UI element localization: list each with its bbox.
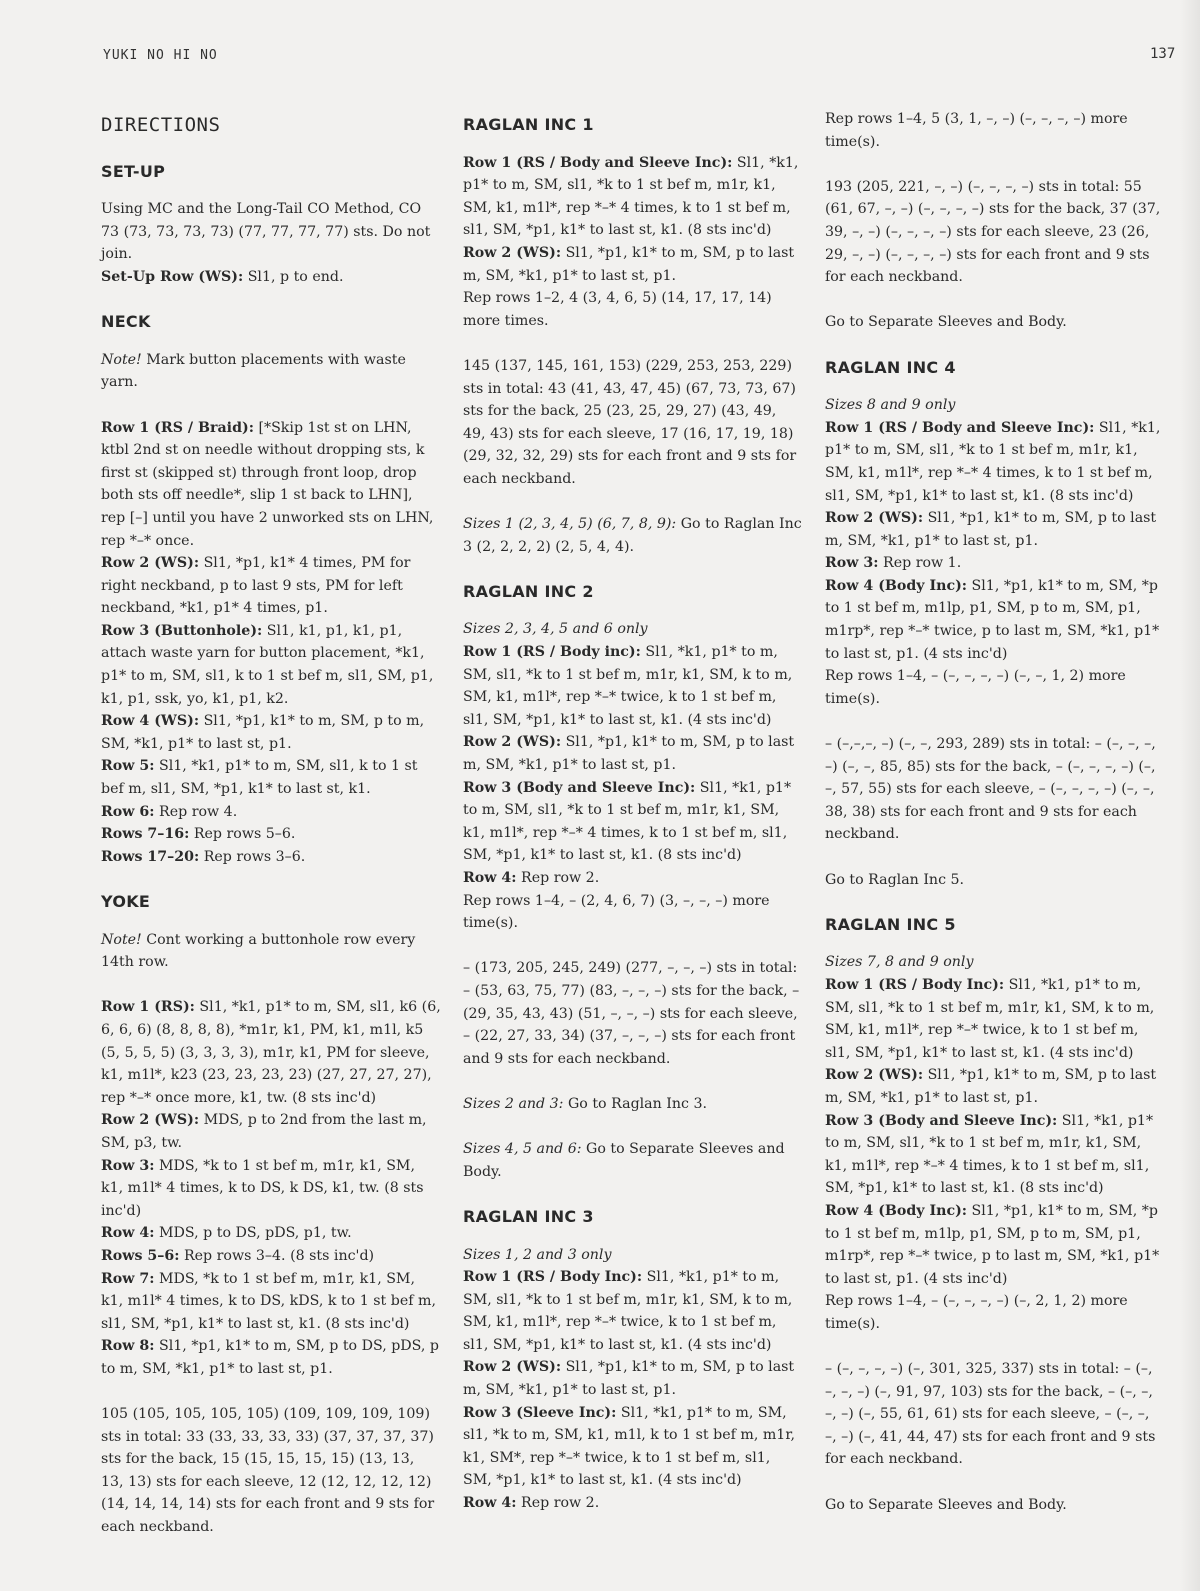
inc4-repeat: Rep rows 1–4, – (–, –, –, –) (–, –, 1, 2) more time(s). (825, 668, 1126, 707)
neck-note (101, 349, 441, 394)
yoke-stitch-summary: 105 (105, 105, 105, 105) (109, 109, 109, 109) sts in total: 33 (33, 33, 33, 33) (37, 37, 37, 37) sts for the back, 15 (15, 15, 15, 15) (13, 13, 13, 13) sts for each sleeve, 12 (12, 12, 12, 12) (14, 14, 14, 14) sts for each front and 9 sts for each neckband. (101, 1406, 435, 1536)
row-text: Sl1, *p1, k1* to m, SM, p to DS, pDS, p to m, SM, *k1, p1* to last st, p1. (101, 1338, 439, 1377)
inc4-row-2 (825, 507, 1165, 552)
yoke-row-2 (101, 1109, 441, 1154)
inc2-sizes: Sizes 2, 3, 4, 5 and 6 only (463, 621, 648, 638)
page-number: 137 (1150, 46, 1176, 62)
row-label: Row 4: (101, 1225, 155, 1242)
section-heading-yoke: YOKE (101, 892, 151, 911)
inc5-sizes: Sizes 7, 8 and 9 only (825, 954, 974, 971)
note-text: Cont working a buttonhole row every 14th row. (101, 931, 416, 971)
yoke-row-8 (101, 1335, 441, 1380)
setup-paragraph: Using MC and the Long-Tail CO Method, CO 73 (73, 73, 73, 73) (77, 77, 77, 77) sts. Do not join. (101, 201, 431, 263)
row-label: Row 2 (WS): (825, 510, 924, 527)
yoke-row-7 (101, 1268, 441, 1336)
row-text: Rep row 1. (878, 555, 962, 572)
row-label: Rows 17–20: (101, 848, 200, 865)
inc3-stitch-summary: 193 (205, 221, –, –) (–, –, –, –) sts in total: 55 (61, 67, –, –) (–, –, –, –) sts for the back, 37 (37, 39, –, –) (–, –, –, –) sts for each sleeve, 23 (26, 29, –, –) (–, –, –, –) sts for each front and 9 sts for each neckband. (825, 178, 1161, 286)
inc2-goto-1 (463, 1093, 803, 1116)
row-text: Sl1, *p1, k1* to m, SM, p to last m, SM, *k1, p1* to last st, p1. (463, 1359, 795, 1399)
row-label: Row 6: (101, 803, 155, 820)
row-text: Sl1, *k1, p1* to m, SM, sl1, k6 (6, 6, 6, 6) (8, 8, 8, 8), *m1r, k1, PM, k1, m1l, k5 (5, 5, 5, 5) (3, 3, 3, 3), m1r, k1, PM for sleeve, k1, m1l*, k23 (23, 23, 23, 23) (27, 27, 27, 27), rep *–* once more, k1, tw. (8 sts inc'd) (101, 999, 441, 1106)
row-label: Row 3: (825, 555, 879, 572)
row-text: Rep rows 5–6. (189, 826, 296, 843)
yoke-row-4 (101, 1222, 441, 1245)
row-text: Sl1, *k1, p1* to m, SM, sl1, *k to 1 st bef m, m1r, k1, SM, k to m, SM, k1, m1l*, rep *–* twice, k to 1 st bef m, sl1, SM, *p1, k1* to last st, k1. (4 sts inc'd) (825, 976, 1155, 1061)
row-label: Row 1 (RS / Body and Sleeve Inc): (463, 154, 733, 171)
inc1-repeat: Rep rows 1–2, 4 (3, 4, 6, 5) (14, 17, 17, 14) more times. (463, 290, 772, 329)
row-text: Sl1, *k1, p1* to m, SM, sl1, *k to 1 st bef m, m1r, k1, SM, k1, m1l*, rep *–* 4 times, k to 1 st bef m, sl1, SM, *p1, k1* to last st, k1. (8 sts inc'd) (463, 154, 799, 239)
row-text: [*Skip 1st st on LHN, ktbl 2nd st on needle without dropping sts, k first st (skipped st) through front loop, drop both sts off needle*, slip 1 st back to LHN], rep [–] until you have 2 unworked sts on LHN, rep *–* once. (101, 419, 434, 549)
neck-row-5 (101, 755, 441, 800)
inc5-stitch-summary: – (–, –, –, –) (–, 301, 325, 337) sts in total: – (–, –, –, –) (–, 91, 97, 103) sts for the back, – (–, –, –, –) (–, 55, 61, 61) sts for each sleeve, – (–, –, –, –) (–, 41, 44, 47) sts for each front and 9 sts for each neckband. (825, 1361, 1156, 1468)
inc2-goto-2 (463, 1138, 803, 1183)
row-text: Rep rows 3–4. (8 sts inc'd) (179, 1247, 375, 1264)
section-heading-raglan-inc-5: RAGLAN INC 5 (825, 914, 956, 934)
row-label: Set-Up Row (WS): (101, 268, 244, 285)
row-text: Rep row 2. (516, 1495, 600, 1512)
row-text: MDS, *k to 1 st bef m, m1r, k1, SM, k1, m1l* 4 times, k to DS, kDS, k to 1 st bef m, sl1, SM, *p1, k1* to last st, k1. (8 sts inc'd) (101, 1270, 436, 1332)
row-text: Sl1, p to end. (243, 268, 344, 285)
inc5-goto: Go to Separate Sleeves and Body. (825, 1496, 1067, 1513)
row-label: Row 3 (Body and Sleeve Inc): (825, 1112, 1058, 1129)
row-label: Row 1 (RS / Body and Sleeve Inc): (825, 419, 1095, 436)
row-label: Row 1 (RS / Body Inc): (463, 1269, 643, 1286)
row-text: Sl1, *p1, k1* to m, SM, p to m, SM, *k1, p1* to last st, p1. (101, 713, 425, 752)
neck-rows-7-16 (101, 823, 441, 846)
sizes-text: Go to Raglan Inc 3 (2, 2, 2, 2) (2, 5, 4, 4). (463, 516, 802, 555)
row-label: Row 4 (Body Inc): (825, 1202, 968, 1219)
inc4-row-1 (825, 417, 1165, 507)
row-text: Sl1, *k1, p1* to m, SM, sl1, k to 1 st bef m, sl1, SM, *p1, k1* to last st, k1. (101, 758, 418, 798)
note-text: Mark button placements with waste yarn. (101, 351, 406, 391)
row-text: MDS, p to DS, pDS, p1, tw. (154, 1225, 352, 1242)
inc1-sizes-goto (463, 513, 803, 558)
running-head: YUKI NO HI NO (103, 48, 218, 63)
row-label: Row 2 (WS): (101, 1112, 200, 1129)
page-gutter-shadow (1180, 0, 1200, 1591)
inc2-repeat: Rep rows 1–4, – (2, 4, 6, 7) (3, –, –, –) more time(s). (463, 892, 770, 932)
row-label: Rows 5–6: (101, 1247, 180, 1264)
neck-row-3 (101, 620, 441, 710)
inc2-row-1 (463, 641, 803, 731)
sizes-label: Sizes 1 (2, 3, 4, 5) (6, 7, 8, 9): (463, 516, 677, 533)
column-3 (825, 108, 1165, 1539)
section-heading-raglan-inc-3: RAGLAN INC 3 (463, 1206, 594, 1226)
note-label: Note! (101, 931, 142, 948)
inc2-row-2 (463, 731, 803, 776)
row-label: Row 2 (WS): (463, 734, 562, 751)
inc3-sizes: Sizes 1, 2 and 3 only (463, 1246, 612, 1263)
row-label: Row 1 (RS / Braid): (101, 419, 254, 436)
sizes-text: Go to Raglan Inc 3. (563, 1095, 708, 1112)
row-text: Rep rows 3–6. (199, 848, 306, 865)
row-label: Rows 7–16: (101, 826, 190, 843)
row-label: Row 4: (463, 870, 517, 886)
row-text: Sl1, *p1, k1* to m, SM, p to last m, SM, *k1, p1* to last st, p1. (825, 510, 1157, 549)
inc2-row-4 (463, 867, 803, 890)
inc3-row-4 (463, 1492, 803, 1515)
row-label: Row 4: (463, 1495, 517, 1512)
inc4-goto: Go to Raglan Inc 5. (825, 871, 965, 888)
inc4-stitch-summary: – (–,–,–, –) (–, –, 293, 289) sts in total: – (–, –, –, –) (–, –, 85, 85) sts for the back, – (–, –, –, –) (–, –, 57, 55) sts for each sleeve, – (–, –, –, –) (–, –, 38, 38) sts for each front and 9 sts for each neckband. (825, 736, 1156, 843)
note-label: Note! (101, 351, 142, 368)
yoke-row-1 (101, 996, 441, 1109)
row-text: Sl1, *p1, k1* to m, SM, *p to 1 st bef m, m1lp, p1, SM, p to m, SM, p1, m1rp*, rep *–* twice, p to last m, SM, *k1, p1* to last st, p1. (4 sts inc'd) (825, 577, 1160, 662)
inc5-row-4 (825, 1200, 1165, 1290)
row-label: Row 3 (Body and Sleeve Inc): (463, 779, 696, 796)
inc3-row-1 (463, 1266, 803, 1356)
row-text: Sl1, *p1, k1* to m, SM, *p to 1 st bef m, m1lp, p1, SM, p to m, SM, p1, m1rp*, rep *–* twice, p to last m, SM, *k1, p1* to last st, p1. (4 sts inc'd) (825, 1202, 1160, 1287)
neck-row-2 (101, 552, 441, 620)
row-text: Sl1, *k1, p1* to m, SM, sl1, *k to 1 st bef m, m1r, k1, SM, k1, m1l*, rep *–* 4 times, k to 1 st bef m, sl1, SM, *p1, k1* to last st, k1. (8 sts inc'd) (463, 779, 792, 864)
row-text: Sl1, *p1, k1* 4 times, PM for right neckband, p to last 9 sts, PM for left neckband, *k1, p1* 4 times, p1. (101, 555, 411, 617)
row-text: Rep row 2. (516, 870, 600, 886)
row-text: Sl1, *p1, k1* to m, SM, p to last m, SM, *k1, p1* to last st, p1. (463, 734, 795, 774)
row-label: Row 5: (101, 758, 155, 775)
row-text: Sl1, *k1, p1* to m, SM, sl1, *k to 1 st bef m, m1r, k1, SM, k to m, SM, k1, m1l*, rep *–* twice, k to 1 st bef m, sl1, SM, *p1, k1* to last st, k1. (4 sts inc'd) (463, 644, 793, 728)
row-text: Sl1, *p1, k1* to m, SM, p to last m, SM, *k1, p1* to last st, p1. (825, 1067, 1157, 1106)
row-label: Row 2 (WS): (463, 1359, 562, 1376)
inc3-row-3 (463, 1402, 803, 1492)
inc5-repeat: Rep rows 1–4, – (–, –, –, –) (–, 2, 1, 2) more time(s). (825, 1293, 1128, 1332)
section-heading-setup: SET-UP (101, 161, 166, 181)
inc5-row-3 (825, 1110, 1165, 1200)
page-title: DIRECTIONS (101, 114, 221, 136)
section-heading-raglan-inc-4: RAGLAN INC 4 (825, 357, 956, 377)
inc2-row-3 (463, 777, 803, 867)
section-heading-raglan-inc-1: RAGLAN INC 1 (463, 115, 594, 134)
inc1-row-1 (463, 152, 803, 242)
sizes-text: Go to Separate Sleeves and Body. (463, 1141, 785, 1180)
inc2-stitch-summary: – (173, 205, 245, 249) (277, –, –, –) sts in total: – (53, 63, 75, 77) (83, –, –, –) sts for the back, – (29, 35, 43, 43) (51, –, –, –) sts for each sleeve, – (22, 27, 33, 34) (37, –, –, –) sts for each front and 9 sts for each neckband. (463, 960, 800, 1067)
inc4-row-4 (825, 575, 1165, 665)
sizes-label: Sizes 4, 5 and 6: (463, 1141, 582, 1158)
neck-rows-17-20 (101, 846, 441, 869)
row-label: Row 1 (RS / Body Inc): (825, 976, 1005, 993)
inc5-row-2 (825, 1064, 1165, 1109)
sizes-label: Sizes 2 and 3: (463, 1095, 564, 1112)
row-label: Row 3 (Sleeve Inc): (463, 1404, 617, 1421)
inc3-row-2 (463, 1356, 803, 1401)
row-label: Row 2 (WS): (463, 244, 562, 261)
row-label: Row 2 (WS): (101, 555, 200, 572)
yoke-rows-5-6 (101, 1245, 441, 1268)
column-1 (101, 108, 441, 1561)
row-text: Sl1, *k1, p1* to m, SM, sl1, *k to m, SM, k1, m1l, k to 1 st bef m, m1r, k1, SM*, rep *–* twice, k to 1 st bef m, sl1, SM, *p1, k1* to last st, k1. (4 sts inc'd) (463, 1404, 796, 1489)
row-label: Row 4 (Body Inc): (825, 577, 968, 594)
neck-row-1 (101, 417, 441, 553)
inc3-repeat: Rep rows 1–4, 5 (3, 1, –, –) (–, –, –, –) more time(s). (825, 111, 1128, 150)
section-heading-raglan-inc-2: RAGLAN INC 2 (463, 581, 594, 601)
row-label: Row 3: (101, 1157, 155, 1174)
inc4-row-3 (825, 552, 1165, 575)
row-label: Row 8: (101, 1338, 155, 1355)
row-label: Row 1 (RS / Body inc): (463, 644, 641, 661)
inc4-sizes: Sizes 8 and 9 only (825, 397, 956, 414)
yoke-row-3 (101, 1155, 441, 1223)
inc3-goto: Go to Separate Sleeves and Body. (825, 314, 1067, 331)
row-label: Row 2 (WS): (825, 1067, 924, 1084)
inc1-row-2 (463, 242, 803, 287)
yoke-note (101, 929, 441, 974)
row-label: Row 3 (Buttonhole): (101, 622, 263, 639)
setup-row (101, 266, 441, 289)
row-text: Sl1, *k1, p1* to m, SM, sl1, *k to 1 st bef m, m1r, k1, SM, k1, m1l*, rep *–* 4 times, k to 1 st bef m, sl1, SM, *p1, k1* to last st, k1. (8 sts inc'd) (825, 419, 1161, 504)
section-heading-neck: NECK (101, 312, 151, 332)
row-text: MDS, *k to 1 st bef m, m1r, k1, SM, k1, m1l* 4 times, k to DS, k DS, k1, tw. (8 sts inc'd) (101, 1157, 424, 1219)
row-text: Rep row 4. (154, 803, 238, 820)
row-text: MDS, p to 2nd from the last m, SM, p3, tw. (101, 1112, 427, 1151)
row-label: Row 7: (101, 1270, 155, 1287)
inc1-stitch-summary: 145 (137, 145, 161, 153) (229, 253, 253, 229) sts in total: 43 (41, 43, 47, 45) (67, 73, 73, 67) sts for the back, 25 (23, 25, 29, 27) (43, 49, 49, 43) sts for each sleeve, 17 (16, 17, 19, 18) (29, 32, 32, 29) sts for each front and 9 sts for each neckband. (463, 357, 797, 487)
row-text: Sl1, *k1, p1* to m, SM, sl1, *k to 1 st bef m, m1r, k1, SM, k1, m1l*, rep *–* 4 times, k to 1 st bef m, sl1, SM, *p1, k1* to last st, k1. (8 sts inc'd) (825, 1112, 1154, 1197)
neck-row-6 (101, 801, 441, 824)
row-text: Sl1, *p1, k1* to m, SM, p to last m, SM, *k1, p1* to last st, p1. (463, 244, 795, 284)
row-text: Sl1, *k1, p1* to m, SM, sl1, *k to 1 st bef m, m1r, k1, SM, k to m, SM, k1, m1l*, rep *–* twice, k to 1 st bef m, sl1, SM, *p1, k1* to last st, k1. (4 sts inc'd) (463, 1269, 793, 1353)
neck-row-4 (101, 710, 441, 755)
inc5-row-1 (825, 974, 1165, 1064)
row-text: Sl1, k1, p1, k1, p1, attach waste yarn for button placement, *k1, p1* to m, SM, sl1, k to 1 st bef m, sl1, SM, p1, k1, p1, ssk, yo, k1, p1, k2. (101, 622, 434, 707)
row-label: Row 1 (RS): (101, 999, 195, 1016)
column-2 (463, 108, 803, 1515)
row-label: Row 4 (WS): (101, 713, 200, 730)
